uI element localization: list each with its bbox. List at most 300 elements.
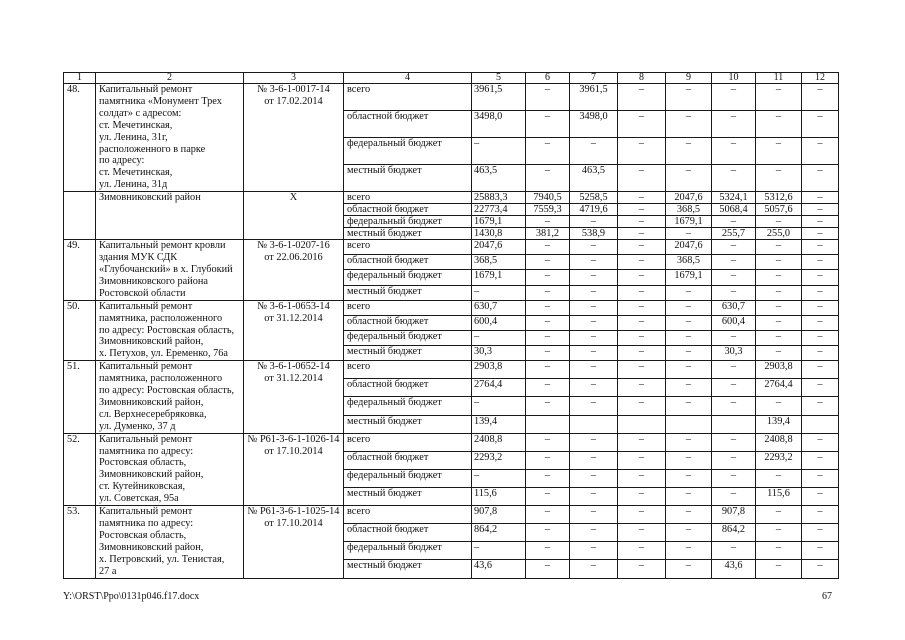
description-line: солдат» с адресом: <box>99 107 182 119</box>
contract-reference <box>244 192 344 240</box>
column-number-header: 6 <box>526 73 570 84</box>
description-line: Капитальный ремонт <box>99 84 193 95</box>
amount-cell: – <box>570 397 618 415</box>
contract-line: № Р61-3-6-1-1025-14 <box>247 506 340 518</box>
funding-source-label: областной бюджет <box>344 379 472 397</box>
amount-cell: – <box>802 451 839 469</box>
amount-cell: 630,7 <box>472 300 526 315</box>
amount-cell: 43,6 <box>712 560 756 578</box>
funding-source-label: областной бюджет <box>344 204 472 216</box>
item-description <box>96 433 244 505</box>
amount-cell: 2764,4 <box>756 379 802 397</box>
description-line: ст. Мечетинская, <box>99 119 173 131</box>
amount-cell: – <box>618 487 666 505</box>
description-line: памятника по адресу: <box>99 518 194 529</box>
amount-cell: – <box>666 451 712 469</box>
funding-source-label: всего <box>344 300 472 315</box>
item-description <box>96 361 244 433</box>
description-line: ул. Ленина, 31г, <box>99 131 168 143</box>
amount-cell: 30,3 <box>712 346 756 361</box>
amount-cell: – <box>756 315 802 330</box>
funding-source-label: федеральный бюджет <box>344 138 472 165</box>
amount-cell: 5057,6 <box>756 204 802 216</box>
amount-cell: – <box>618 165 666 192</box>
amount-cell: 1430,8 <box>472 228 526 240</box>
description-line: Зимовниковский район, <box>99 396 204 408</box>
amount-cell: – <box>618 542 666 560</box>
amount-cell: – <box>618 270 666 285</box>
amount-cell: – <box>802 346 839 361</box>
amount-cell: – <box>712 138 756 165</box>
amount-cell: – <box>618 138 666 165</box>
funding-source-label: всего <box>344 240 472 255</box>
amount-cell: – <box>526 560 570 578</box>
funding-source-label: федеральный бюджет <box>344 469 472 487</box>
funding-source-label: местный бюджет <box>344 560 472 578</box>
amount-cell: – <box>570 433 618 451</box>
amount-cell: – <box>570 240 618 255</box>
item-description <box>96 506 244 578</box>
amount-cell: 115,6 <box>472 487 526 505</box>
amount-cell: – <box>526 165 570 192</box>
amount-cell: – <box>570 330 618 345</box>
description-line: здания МУК СДК <box>99 252 178 264</box>
contract-reference <box>244 361 344 433</box>
amount-cell: 22773,4 <box>472 204 526 216</box>
amount-cell: – <box>666 487 712 505</box>
amount-cell: 255,7 <box>712 228 756 240</box>
funding-source-label: всего <box>344 84 472 111</box>
description-line: Ростовская область, <box>99 457 187 469</box>
funding-source-label: местный бюджет <box>344 487 472 505</box>
amount-cell: – <box>802 469 839 487</box>
amount-cell: – <box>526 379 570 397</box>
amount-cell: – <box>802 361 839 379</box>
amount-cell: – <box>666 397 712 415</box>
amount-cell: – <box>570 524 618 542</box>
amount-cell: 5324,1 <box>712 192 756 204</box>
amount-cell: – <box>526 524 570 542</box>
funding-source-label: федеральный бюджет <box>344 330 472 345</box>
amount-cell: – <box>472 330 526 345</box>
amount-cell: – <box>526 300 570 315</box>
amount-cell: – <box>618 451 666 469</box>
amount-cell: 3498,0 <box>472 111 526 138</box>
amount-cell: – <box>756 300 802 315</box>
amount-cell: – <box>618 346 666 361</box>
column-number-header: 9 <box>666 73 712 84</box>
description-line: Зимовниковский район <box>99 192 201 204</box>
table-body <box>64 84 839 579</box>
amount-cell: – <box>712 255 756 270</box>
amount-cell: 139,4 <box>472 415 526 433</box>
amount-cell: – <box>712 487 756 505</box>
amount-cell: 43,6 <box>472 560 526 578</box>
column-number-header: 11 <box>756 73 802 84</box>
description-line: по адресу: Ростовская область, <box>99 324 235 336</box>
amount-cell: – <box>802 192 839 204</box>
amount-cell: – <box>712 379 756 397</box>
amount-cell: – <box>712 397 756 415</box>
description-line: Ростовской области <box>99 287 186 299</box>
amount-cell: – <box>666 433 712 451</box>
amount-cell: 1679,1 <box>472 270 526 285</box>
amount-cell: – <box>756 270 802 285</box>
amount-cell: – <box>618 111 666 138</box>
description-line: Зимовниковского района <box>99 275 208 287</box>
contract-line: № 3-6-1-0653-14 <box>257 300 330 312</box>
contract-line: от 22.06.2016 <box>264 252 323 264</box>
amount-cell: – <box>618 240 666 255</box>
funding-source-label: местный бюджет <box>344 228 472 240</box>
page-footer <box>63 590 838 604</box>
description-line: Ростовская область, <box>99 529 187 541</box>
table-row <box>64 240 839 255</box>
amount-cell: 3961,5 <box>472 84 526 111</box>
amount-cell: – <box>526 397 570 415</box>
item-description <box>96 84 244 192</box>
amount-cell: – <box>526 487 570 505</box>
amount-cell: – <box>526 346 570 361</box>
funding-source-label: всего <box>344 361 472 379</box>
amount-cell: – <box>570 346 618 361</box>
amount-cell: – <box>618 255 666 270</box>
amount-cell: 2047,6 <box>666 192 712 204</box>
amount-cell: – <box>618 379 666 397</box>
description-line: ул. Советская, 95а <box>99 493 179 505</box>
description-line: ст. Кутейниковская, <box>99 481 186 493</box>
item-number <box>64 192 96 240</box>
amount-cell: – <box>802 111 839 138</box>
column-number-header: 8 <box>618 73 666 84</box>
amount-cell: – <box>802 315 839 330</box>
amount-cell: 2047,6 <box>666 240 712 255</box>
table-row <box>64 361 839 379</box>
amount-cell <box>712 415 756 433</box>
contract-line: от 17.10.2014 <box>264 445 323 457</box>
amount-cell: – <box>756 346 802 361</box>
column-number-header: 1 <box>64 73 96 84</box>
amount-cell: – <box>472 542 526 560</box>
funding-source-label: местный бюджет <box>344 285 472 300</box>
amount-cell: – <box>618 216 666 228</box>
amount-cell: 30,3 <box>472 346 526 361</box>
amount-cell: – <box>802 216 839 228</box>
description-line: х. Петухов, ул. Еременко, 76а <box>99 348 228 360</box>
amount-cell: – <box>802 138 839 165</box>
amount-cell: – <box>802 397 839 415</box>
amount-cell: 139,4 <box>756 415 802 433</box>
contract-line: № 3-6-1-0652-14 <box>257 361 330 373</box>
amount-cell: – <box>570 379 618 397</box>
amount-cell: – <box>802 560 839 578</box>
amount-cell: – <box>666 346 712 361</box>
amount-cell: – <box>802 165 839 192</box>
amount-cell: – <box>712 216 756 228</box>
amount-cell: – <box>570 451 618 469</box>
item-number: 52. <box>64 433 96 505</box>
description-line: по адресу: <box>99 155 145 167</box>
amount-cell: – <box>666 379 712 397</box>
amount-cell: – <box>756 111 802 138</box>
amount-cell: – <box>526 542 570 560</box>
amount-cell: 864,2 <box>712 524 756 542</box>
amount-cell: – <box>570 315 618 330</box>
amount-cell: – <box>756 216 802 228</box>
amount-cell: – <box>712 361 756 379</box>
amount-cell: – <box>526 433 570 451</box>
amount-cell: – <box>712 451 756 469</box>
amount-cell: – <box>666 330 712 345</box>
amount-cell: – <box>666 111 712 138</box>
funding-source-label: федеральный бюджет <box>344 542 472 560</box>
amount-cell: – <box>570 300 618 315</box>
amount-cell: – <box>666 84 712 111</box>
amount-cell: 3498,0 <box>570 111 618 138</box>
amount-cell: 3961,5 <box>570 84 618 111</box>
amount-cell: 907,8 <box>472 506 526 524</box>
amount-cell: 907,8 <box>712 506 756 524</box>
amount-cell: – <box>712 84 756 111</box>
description-line: Зимовниковский район, <box>99 541 204 553</box>
amount-cell <box>666 415 712 433</box>
description-line: Капитальный ремонт <box>99 361 193 373</box>
page-number: 67 <box>822 591 832 602</box>
amount-cell: 255,0 <box>756 228 802 240</box>
description-line: памятника по адресу: <box>99 445 194 457</box>
amount-cell: – <box>756 165 802 192</box>
amount-cell: 115,6 <box>756 487 802 505</box>
amount-cell: – <box>712 240 756 255</box>
amount-cell: – <box>666 315 712 330</box>
column-number-header: 7 <box>570 73 618 84</box>
amount-cell: – <box>666 165 712 192</box>
amount-cell: – <box>756 542 802 560</box>
amount-cell: – <box>570 216 618 228</box>
amount-cell: – <box>802 240 839 255</box>
amount-cell: – <box>570 487 618 505</box>
amount-cell: 7559,3 <box>526 204 570 216</box>
amount-cell: – <box>802 433 839 451</box>
amount-cell: – <box>570 469 618 487</box>
amount-cell: – <box>756 330 802 345</box>
amount-cell: – <box>526 216 570 228</box>
amount-cell: 463,5 <box>472 165 526 192</box>
amount-cell: 7940,5 <box>526 192 570 204</box>
amount-cell: – <box>712 111 756 138</box>
item-description <box>96 300 244 361</box>
amount-cell: – <box>618 84 666 111</box>
amount-cell: – <box>618 560 666 578</box>
amount-cell: – <box>526 315 570 330</box>
description-line: Зимовниковский район, <box>99 469 204 481</box>
contract-line: № Р61-3-6-1-1026-14 <box>247 433 340 445</box>
amount-cell: – <box>712 165 756 192</box>
amount-cell: – <box>666 285 712 300</box>
column-number-header: 2 <box>96 73 244 84</box>
amount-cell: 1679,1 <box>666 216 712 228</box>
funding-source-label: областной бюджет <box>344 315 472 330</box>
amount-cell: 5258,5 <box>570 192 618 204</box>
amount-cell <box>570 415 618 433</box>
amount-cell: – <box>570 255 618 270</box>
amount-cell: – <box>472 397 526 415</box>
amount-cell: 2764,4 <box>472 379 526 397</box>
amount-cell: – <box>526 285 570 300</box>
item-number: 53. <box>64 506 96 578</box>
amount-cell: – <box>666 361 712 379</box>
amount-cell: – <box>526 240 570 255</box>
amount-cell: – <box>712 285 756 300</box>
funding-source-label: областной бюджет <box>344 255 472 270</box>
amount-cell: – <box>802 285 839 300</box>
footer-file-name: Y:\ORST\Ppo\0131p046.f17.docx <box>63 591 200 602</box>
description-line: х. Петровский, ул. Тенистая, <box>99 553 225 565</box>
amount-cell: 5068,4 <box>712 204 756 216</box>
contract-line: № 3-6-1-0017-14 <box>257 84 330 95</box>
column-number-row <box>64 73 839 84</box>
table-row <box>64 506 839 524</box>
amount-cell: – <box>618 506 666 524</box>
capital-repair-funding-table <box>63 72 839 579</box>
amount-cell: – <box>618 315 666 330</box>
column-number-header: 12 <box>802 73 839 84</box>
amount-cell: – <box>618 361 666 379</box>
amount-cell: – <box>666 542 712 560</box>
funding-source-label: всего <box>344 192 472 204</box>
item-number: 50. <box>64 300 96 361</box>
amount-cell: 2408,8 <box>472 433 526 451</box>
amount-cell: – <box>802 487 839 505</box>
description-line: ул. Думенко, 37 д <box>99 420 176 432</box>
funding-source-label: областной бюджет <box>344 451 472 469</box>
amount-cell: – <box>618 330 666 345</box>
amount-cell: – <box>666 524 712 542</box>
table-row <box>64 433 839 451</box>
amount-cell: – <box>756 397 802 415</box>
amount-cell: – <box>526 255 570 270</box>
amount-cell: – <box>618 285 666 300</box>
amount-cell: – <box>570 270 618 285</box>
amount-cell: – <box>570 542 618 560</box>
amount-cell: 630,7 <box>712 300 756 315</box>
description-line: Капитальный ремонт <box>99 433 193 445</box>
amount-cell: – <box>756 138 802 165</box>
description-line: расположенного в парке <box>99 143 206 155</box>
amount-cell: 600,4 <box>712 315 756 330</box>
amount-cell: – <box>666 506 712 524</box>
contract-line: от 17.10.2014 <box>264 518 323 529</box>
amount-cell: – <box>666 560 712 578</box>
amount-cell: – <box>802 330 839 345</box>
amount-cell: 368,5 <box>666 204 712 216</box>
amount-cell: 368,5 <box>666 255 712 270</box>
amount-cell: – <box>618 228 666 240</box>
item-number: 49. <box>64 240 96 301</box>
amount-cell: – <box>526 270 570 285</box>
funding-source-label: областной бюджет <box>344 111 472 138</box>
amount-cell: – <box>526 361 570 379</box>
description-line: сл. Верхнесеребряковка, <box>99 408 207 420</box>
amount-cell: – <box>526 84 570 111</box>
amount-cell: – <box>802 270 839 285</box>
amount-cell: – <box>802 300 839 315</box>
amount-cell: – <box>618 192 666 204</box>
description-line: памятника, расположенного <box>99 312 223 324</box>
amount-cell <box>802 415 839 433</box>
item-description <box>96 240 244 301</box>
amount-cell: – <box>666 469 712 487</box>
amount-cell: – <box>802 204 839 216</box>
amount-cell: – <box>802 379 839 397</box>
funding-source-label: всего <box>344 506 472 524</box>
amount-cell: 2293,2 <box>756 451 802 469</box>
contract-line: от 31.12.2014 <box>264 312 323 324</box>
funding-source-label: областной бюджет <box>344 524 472 542</box>
contract-line: от 17.02.2014 <box>264 95 323 107</box>
description-line: памятника, расположенного <box>99 373 223 385</box>
amount-cell: – <box>472 138 526 165</box>
amount-cell: 2047,6 <box>472 240 526 255</box>
description-line: ст. Мечетинская, <box>99 167 173 179</box>
funding-source-label: федеральный бюджет <box>344 216 472 228</box>
table-row <box>64 192 839 204</box>
contract-line: Х <box>289 192 298 204</box>
description-line: ул. Ленина, 31д <box>99 179 168 191</box>
amount-cell: – <box>618 469 666 487</box>
amount-cell: – <box>526 330 570 345</box>
amount-cell: – <box>712 270 756 285</box>
amount-cell: – <box>570 560 618 578</box>
funding-source-label: местный бюджет <box>344 415 472 433</box>
amount-cell: – <box>526 506 570 524</box>
amount-cell: – <box>618 300 666 315</box>
amount-cell: 1679,1 <box>666 270 712 285</box>
funding-source-label: федеральный бюджет <box>344 397 472 415</box>
amount-cell: 2408,8 <box>756 433 802 451</box>
amount-cell: 538,9 <box>570 228 618 240</box>
amount-cell: 600,4 <box>472 315 526 330</box>
amount-cell: 2903,8 <box>756 361 802 379</box>
description-line: Капитальный ремонт <box>99 300 193 312</box>
amount-cell: – <box>802 542 839 560</box>
amount-cell: – <box>712 542 756 560</box>
contract-reference <box>244 433 344 505</box>
amount-cell: 4719,6 <box>570 204 618 216</box>
amount-cell: – <box>712 330 756 345</box>
amount-cell: – <box>756 506 802 524</box>
amount-cell: – <box>526 111 570 138</box>
amount-cell: – <box>756 469 802 487</box>
amount-cell: – <box>526 451 570 469</box>
amount-cell: – <box>472 285 526 300</box>
amount-cell: – <box>570 361 618 379</box>
amount-cell: – <box>802 84 839 111</box>
amount-cell: – <box>802 255 839 270</box>
amount-cell <box>618 415 666 433</box>
amount-cell <box>526 415 570 433</box>
column-number-header: 10 <box>712 73 756 84</box>
amount-cell: – <box>802 524 839 542</box>
contract-reference <box>244 300 344 361</box>
contract-line: от 31.12.2014 <box>264 373 323 385</box>
funding-source-label: всего <box>344 433 472 451</box>
amount-cell: – <box>666 138 712 165</box>
funding-source-label: местный бюджет <box>344 165 472 192</box>
amount-cell: 25883,3 <box>472 192 526 204</box>
amount-cell: – <box>712 469 756 487</box>
column-number-header: 4 <box>344 73 472 84</box>
